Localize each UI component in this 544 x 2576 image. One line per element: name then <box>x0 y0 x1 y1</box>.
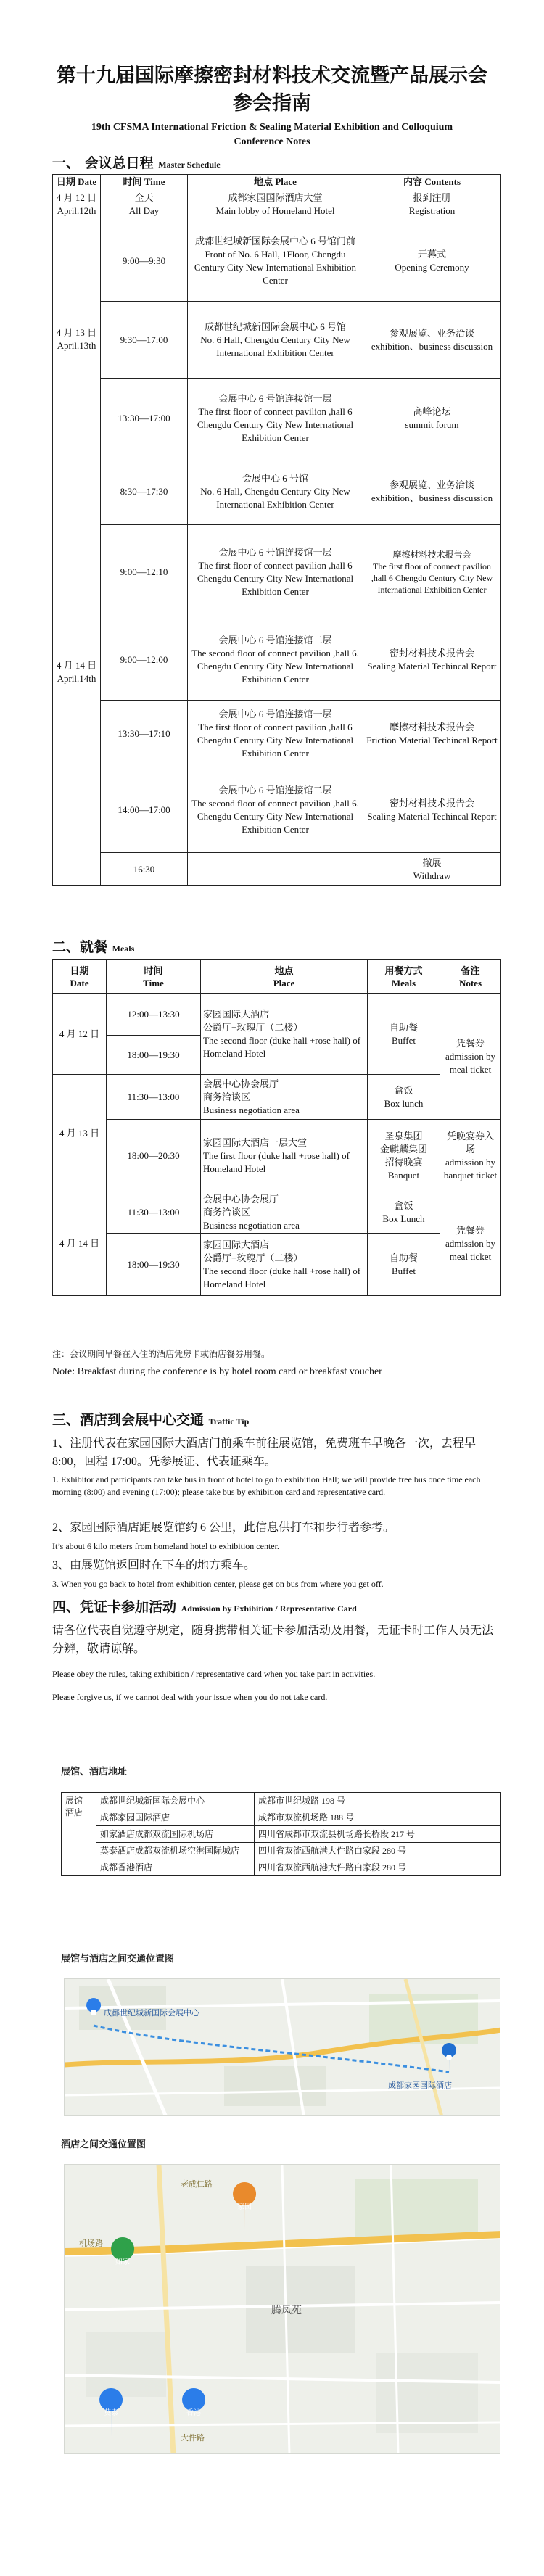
time-cell: 8:30—17:30 <box>101 458 188 525</box>
traffic-heading-en: Traffic Tip <box>208 1416 250 1427</box>
map2-motel-label: 莫泰 <box>104 2409 118 2417</box>
header-date: 日期 Date <box>53 960 107 994</box>
meals-note-en: Note: Breakfast during the conference is by hotel room card or breakfast voucher <box>52 1366 382 1377</box>
admission-heading-en: Admission by Exhibition / Representative Card <box>181 1603 357 1614</box>
time-cell: 16:30 <box>101 853 188 886</box>
date-zh: 4 月 14 日 <box>56 659 97 671</box>
venue-name-cell: 成都世纪城新国际会展中心 <box>96 1793 255 1809</box>
time-cell: 18:00—19:30 <box>107 1036 201 1075</box>
note-cell: 凭餐券 admission by meal ticket <box>440 994 501 1120</box>
table-row <box>62 1826 501 1843</box>
place-cell: 会展中心 6 号馆 No. 6 Hall, Chengdu Century City New International Exhibition Center <box>188 458 363 525</box>
place-cell: 成都世纪城新国际会展中心 6 号馆 No. 6 Hall, Chengdu Century City New International Exhibition Center <box>188 302 363 379</box>
title-en-line2: Conference Notes <box>234 136 310 147</box>
note-cell: 凭餐券 admission by meal ticket <box>440 1192 501 1296</box>
table-row <box>62 1843 501 1859</box>
content-cell: 摩擦材料技术报告会 The first floor of connect pavilion ,hall 6 Chengdu Century City New International Exhibition Center <box>363 525 501 619</box>
admission-p-en2: Please forgive us, if we cannot deal with your issue when you do not take card. <box>52 1692 328 1702</box>
table-row <box>62 1809 501 1826</box>
traffic-p3-en: 3. When you go back to hotel from exhibition center, please get on bus from where you get off. <box>52 1579 384 1589</box>
content-cell: 参观展览、业务洽谈 exhibition、business discussion <box>363 302 501 379</box>
time-zh: 全天 <box>134 192 154 203</box>
table-row <box>62 1859 501 1876</box>
time-cell: 9:00—9:30 <box>101 220 188 302</box>
header-date: 日期 Date <box>53 175 101 189</box>
meal-cell: 盒饭 Box Lunch <box>368 1192 440 1234</box>
traffic-p2-en: It’s about 6 kilo meters from homeland hotel to exhibition center. <box>52 1541 279 1551</box>
time-cell: 13:30—17:10 <box>101 701 188 767</box>
meal-cell: 盒饭 Box lunch <box>368 1075 440 1120</box>
venue-address-cell: 四川省双流西航港大件路白家段 280 号 <box>255 1843 501 1859</box>
map2-district-label: 腾凤苑 <box>271 2305 302 2316</box>
traffic-heading-zh: 三、酒店到会展中心交通 <box>52 1412 205 1428</box>
traffic-p3-zh: 3、由展览馆返回时在下车的地方乘车。 <box>52 1559 256 1572</box>
venue-name-cell: 如家酒店成都双流国际机场店 <box>96 1826 255 1843</box>
map2-svg <box>65 2165 500 2454</box>
table-row <box>53 525 501 619</box>
date-cell <box>53 189 101 220</box>
time-cell: 18:00—20:30 <box>107 1120 201 1192</box>
addresses-table <box>61 1792 501 1876</box>
header-notes: 备注 Notes <box>440 960 501 994</box>
traffic-heading <box>52 1411 249 1430</box>
date-cell: 4 月 12 日 <box>53 994 107 1075</box>
map2-hongkong-label: 香港 <box>186 2409 201 2417</box>
meal-cell: 自助餐 Buffet <box>368 994 440 1075</box>
table-row <box>53 189 501 220</box>
content-cell: 摩擦材料技术报告会 Friction Material Techincal Report <box>363 701 501 767</box>
venue-address-cell: 成都市世纪城路 198 号 <box>255 1793 501 1809</box>
map2-heading: 酒店之间交通位置图 <box>61 2139 147 2150</box>
admission-heading <box>52 1598 357 1617</box>
place-cell: 成都家园国际酒店大堂 Main lobby of Homeland Hotel <box>188 189 363 220</box>
header-place: 地点 Place <box>188 175 363 189</box>
schedule-table <box>52 174 501 886</box>
time-cell <box>101 189 188 220</box>
date-zh: 4 月 13 日 <box>56 326 97 338</box>
place-cell: 会展中心协会展厅 商务洽谈区 Business negotiation area <box>201 1075 368 1120</box>
time-cell: 18:00—19:30 <box>107 1234 201 1296</box>
header-contents: 内容 Contents <box>363 175 501 189</box>
table-row <box>53 458 501 525</box>
date-cell <box>53 458 101 886</box>
meals-table <box>52 959 501 1296</box>
table-header-row <box>53 175 501 189</box>
table-row <box>53 379 501 458</box>
venue-name-cell: 莫泰酒店成都双流机场空港国际城店 <box>96 1843 255 1859</box>
map1-venue-label: 成都世纪城新国际会展中心 <box>104 2008 199 2018</box>
place-cell <box>188 853 363 886</box>
title-en-line1: 19th CFSMA International Friction & Sealing Material Exhibition and Colloquium <box>91 122 453 133</box>
meals-heading-en: Meals <box>112 944 135 954</box>
table-row <box>53 1192 501 1234</box>
time-cell: 9:00—12:10 <box>101 525 188 619</box>
meal-cell: 自助餐 Buffet <box>368 1234 440 1296</box>
map-hotels[interactable] <box>64 2164 500 2454</box>
place-cell: 会展中心协会展厅 商务洽谈区 Business negotiation area <box>201 1192 368 1234</box>
meal-cell: 圣泉集团 金麒麟集团 招待晚宴 Banquet <box>368 1120 440 1192</box>
place-cell: 会展中心 6 号馆连接馆二层 The second floor of connect pavilion ,hall 6. Chengdu Century City New International Exhibition Center <box>188 619 363 701</box>
title-zh-line2: 参会指南 <box>233 92 311 115</box>
schedule-heading-en: Master Schedule <box>158 160 221 170</box>
time-cell: 14:00—17:00 <box>101 767 188 853</box>
content-cell: 参观展览、业务洽谈 exhibition、business discussion <box>363 458 501 525</box>
time-cell: 9:00—12:00 <box>101 619 188 701</box>
table-row <box>53 701 501 767</box>
traffic-p1-zh: 1、注册代表在家园国际大酒店门前乘车前往展览馆，免费班车早晚各一次，去程早 8:00，回程 17:00。凭参展证、代表证乘车。 <box>52 1437 477 1468</box>
map2-homeland-label: 家园 <box>237 2203 252 2211</box>
traffic-p1-en: 1. Exhibitor and participants can take bus in front of hotel to go to exhibition Hall; we will provide free bus once time each morning (8:00) and evening (17:00); please take bus by exhibition card and representative card. <box>52 1474 481 1497</box>
admission-p-en1: Please obey the rules, taking exhibition / representative card when you take part in activities. <box>52 1669 376 1679</box>
map1-svg <box>65 1979 500 2116</box>
time-en: All Day <box>128 205 160 216</box>
place-cell: 成都世纪城新国际会展中心 6 号馆门前 Front of No. 6 Hall, 1Floor, Chengdu Century City New International Exhibition Center <box>188 220 363 302</box>
table-row <box>53 302 501 379</box>
content-cell: 高峰论坛 summit forum <box>363 379 501 458</box>
map-venue-hotel[interactable] <box>64 1978 500 2116</box>
time-cell: 9:30—17:00 <box>101 302 188 379</box>
venue-name-cell: 成都家园国际酒店 <box>96 1809 255 1826</box>
addresses-heading: 展馆、酒店地址 <box>61 1767 128 1778</box>
content-cell: 撤展 Withdraw <box>363 853 501 886</box>
header-meals: 用餐方式 Meals <box>368 960 440 994</box>
place-cell: 会展中心 6 号馆连接馆二层 The second floor of connect pavilion ,hall 6. Chengdu Century City New International Exhibition Center <box>188 767 363 853</box>
content-cell: 密封材料技术报告会 Sealing Material Techincal Report <box>363 767 501 853</box>
date-en: April.14th <box>57 672 96 684</box>
date-cell: 4 月 13 日 <box>53 1075 107 1192</box>
map2-road-label-chengren: 老成仁路 <box>181 2179 213 2189</box>
map1-hotel-label: 成都家园国际酒店 <box>388 2081 452 2090</box>
traffic-p2-zh: 2、家园国际酒店距展览馆约 6 公里，此信息供打车和步行者参考。 <box>52 1522 395 1534</box>
content-cell: 报到注册 Registration <box>363 189 501 220</box>
date-en: April.12th <box>57 205 96 216</box>
schedule-heading-zh: 一、 会议总日程 <box>52 155 154 171</box>
header-place: 地点 Place <box>201 960 368 994</box>
map2-road-label-airport: 机场路 <box>79 2239 103 2248</box>
table-row <box>62 1793 501 1809</box>
meals-heading-zh: 二、就餐 <box>52 939 108 955</box>
place-cell: 家园国际大酒店 公爵厅+玫瑰厅（二楼） The second floor (duke hall +rose hall) of Homeland Hotel <box>201 994 368 1075</box>
map1-heading: 展馆与酒店之间交通位置图 <box>61 1954 175 1965</box>
date-en: April.13th <box>57 339 96 351</box>
content-cell: 密封材料技术报告会 Sealing Material Techincal Report <box>363 619 501 701</box>
table-row <box>53 767 501 853</box>
admission-p-zh: 请各位代表自觉遵守规定，随身携带相关证卡参加活动及用餐，无证卡时工作人员无法分辨，敬请谅解。 <box>52 1625 494 1655</box>
venue-address-cell: 四川省成都市双流县机场路长桥段 217 号 <box>255 1826 501 1843</box>
place-cell: 会展中心 6 号馆连接馆一层 The first floor of connect pavilion ,hall 6 Chengdu Century City New International Exhibition Center <box>188 701 363 767</box>
date-cell <box>53 220 101 458</box>
table-row <box>53 220 501 302</box>
table-row <box>53 853 501 886</box>
time-cell: 13:30—17:00 <box>101 379 188 458</box>
table-row <box>53 619 501 701</box>
header-time: 时间 Time <box>101 175 188 189</box>
table-row <box>53 1075 501 1120</box>
table-row <box>53 994 501 1036</box>
schedule-heading <box>52 154 221 173</box>
venue-name-cell: 成都香港酒店 <box>96 1859 255 1876</box>
time-cell: 12:00—13:30 <box>107 994 201 1036</box>
note-cell: 凭晚宴券入场 admission by banquet ticket <box>440 1120 501 1192</box>
table-row <box>53 1120 501 1192</box>
meals-heading <box>52 938 134 957</box>
date-cell: 4 月 14 日 <box>53 1192 107 1296</box>
meals-note-zh: 注：会议期间早餐在入住的酒店凭房卡或酒店餐券用餐。 <box>52 1349 271 1359</box>
place-cell: 会展中心 6 号馆连接馆一层 The first floor of connect pavilion ,hall 6 Chengdu Century City New International Exhibition Center <box>188 525 363 619</box>
place-cell: 家园国际大酒店一层大堂 The first floor (duke hall +rose hall) of Homeland Hotel <box>201 1120 368 1192</box>
table-header-row <box>53 960 501 994</box>
title-zh-line1: 第十九届国际摩擦密封材料技术交流暨产品展示会 <box>57 65 487 87</box>
date-zh: 4 月 12 日 <box>56 192 97 203</box>
time-cell: 11:30—13:00 <box>107 1075 201 1120</box>
admission-heading-zh: 四、凭证卡参加活动 <box>52 1599 177 1615</box>
map2-road-label-dajian: 大件路 <box>181 2433 205 2443</box>
table-row <box>53 1234 501 1296</box>
place-cell: 家园国际大酒店 公爵厅+玫瑰厅（二楼） The second floor (duke hall +rose hall) of Homeland Hotel <box>201 1234 368 1296</box>
header-time: 时间 Time <box>107 960 201 994</box>
group-label-cell: 展馆 酒店 <box>62 1793 96 1876</box>
time-cell: 11:30—13:00 <box>107 1192 201 1234</box>
content-cell: 开幕式 Opening Ceremony <box>363 220 501 302</box>
venue-address-cell: 成都市双流机场路 188 号 <box>255 1809 501 1826</box>
venue-address-cell: 四川省双流西航港大件路白家段 280 号 <box>255 1859 501 1876</box>
map2-rujia-label: 如家 <box>115 2258 130 2266</box>
place-cell: 会展中心 6 号馆连接馆一层 The first floor of connect pavilion ,hall 6 Chengdu Century City New International Exhibition Center <box>188 379 363 458</box>
